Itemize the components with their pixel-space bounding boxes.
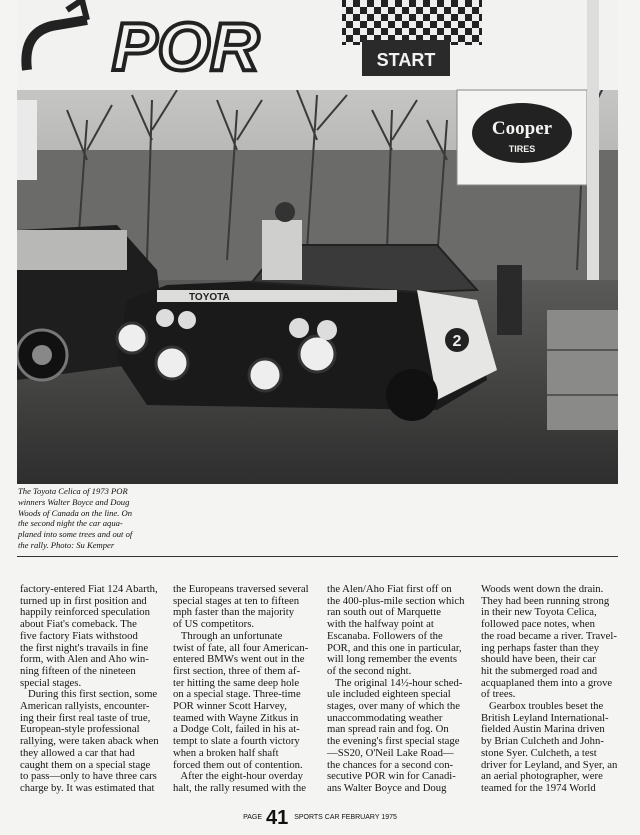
article-line: the Alen/Aho Fiat first off on: [327, 583, 452, 595]
article-line: POR winner Scott Harvey,: [173, 700, 287, 713]
article-line: During this first section, some: [20, 688, 158, 701]
caption-line: The Toyota Celica of 1973 POR: [18, 486, 128, 496]
rally-photo: [17, 0, 618, 484]
article-line: Woods went down the drain.: [481, 583, 604, 595]
article-column-1: [20, 584, 170, 795]
article-line: caught them on a special stage: [20, 758, 151, 771]
article-line: first section, three of them af-: [173, 664, 301, 677]
article-line: teamed for the 1974 World: [481, 781, 596, 794]
article-line: man spread rain and fog. On: [327, 723, 449, 736]
article-line: ran south out of Marquette: [327, 606, 441, 619]
article-line: The original 14½-hour sched-: [327, 676, 463, 689]
article-line: After the eight-hour overday: [173, 770, 303, 783]
article-line: will long remember the events: [327, 653, 457, 666]
article-line: to pass—only to have three cars: [20, 770, 157, 783]
sponsor-sign-subtitle: TIRES: [508, 144, 536, 154]
banner-text: POR: [112, 9, 260, 85]
caption-line: the second night the car aqua-: [18, 518, 123, 529]
article-line: the first night's travails in fine: [20, 641, 149, 654]
article-line: factory-entered Fiat 124 Abarth,: [20, 583, 158, 595]
article-column-2: [173, 584, 323, 795]
article-line: entered BMWs went out in the: [173, 653, 305, 666]
caption-line: planed into some trees and out of: [18, 529, 133, 540]
article-line: teamed with Wayne Zitkus in: [173, 711, 299, 724]
article-line: turned up in first position and: [20, 594, 147, 607]
article-line: by Brian Culcheth and John-: [481, 735, 604, 748]
article-line: about Fiat's comeback. The: [20, 618, 137, 631]
article-line: tempt to slate a fourth victory: [173, 735, 300, 748]
article-line: form, with Alen and Aho win-: [20, 653, 149, 666]
photo-illustration: [17, 0, 618, 484]
article-column-4: [481, 584, 626, 795]
photo-caption: [18, 486, 158, 551]
article-column-3: [327, 584, 477, 795]
article-line: mph faster than the majority: [173, 606, 295, 619]
page-footer: [0, 807, 640, 830]
article-line: when a broken half shaft: [173, 746, 279, 759]
article-line: ter hitting the same deep hole: [173, 676, 300, 689]
article-line: forced them out of contention.: [173, 758, 303, 771]
article-line: acquaplaned them into a grove: [481, 676, 613, 689]
article-line: ing perhaps faster than they: [481, 641, 600, 654]
article-line: an aerial photographer, were: [481, 770, 603, 783]
article-line: Gearbox troubles beset the: [481, 700, 604, 713]
article-line: charge by. It was estimated that: [20, 781, 155, 794]
article-line: should have been, their car: [481, 653, 596, 666]
article-line: British Leyland International-: [481, 711, 609, 724]
article-line: of US competitors.: [173, 618, 255, 631]
article-line: happily reinforced speculation: [20, 606, 150, 619]
article-line: with the halfway point at: [327, 618, 434, 631]
article-line: hit the submerged road and: [481, 664, 598, 677]
article-line: on a special stage. Three-time: [173, 688, 301, 701]
article-line: special stages.: [20, 676, 82, 689]
car-number-text: 2: [452, 333, 462, 350]
article-line: they allowed a car that had: [20, 746, 135, 759]
article-line: fielded Austin Marina driven: [481, 723, 605, 736]
article-line: the 400-plus-mile section which: [327, 594, 465, 607]
article-line: Through an unfortunate: [173, 629, 283, 642]
article-line: ning fifteen of the nineteen: [20, 664, 136, 677]
caption-line: winners Walter Boyce and Doug: [18, 496, 130, 507]
page-number: 41: [265, 807, 289, 829]
article-line: five factory Fiats withstood: [20, 629, 138, 642]
article-line: the Europeans traversed several: [173, 583, 309, 595]
article-line: a Dodge Colt, failed in his at-: [173, 723, 300, 736]
article-line: unaccommodating weather: [327, 711, 443, 724]
article-line: twist of fate, all four American-: [173, 641, 309, 654]
publication-info: SPORTS CAR FEBRUARY 1975: [294, 814, 397, 821]
page-label: PAGE: [243, 814, 263, 821]
sponsor-sign-name: Cooper: [491, 118, 553, 139]
article-line: special stages at ten to fifteen: [173, 594, 300, 607]
article-line: POR, and this one in particular,: [327, 641, 462, 654]
article-line: the chances for a second con-: [327, 758, 454, 771]
article-line: Escanaba. Followers of the: [327, 629, 443, 642]
article-line: of the second night.: [327, 664, 412, 677]
article-line: halt, the rally resumed with the: [173, 781, 306, 794]
article-line: the evening's first special stage: [327, 735, 460, 748]
article-line: the road became a river. Travel-: [481, 629, 617, 642]
article-line: of trees.: [481, 688, 516, 701]
article-line: stone Syer. Culcheth, a test: [481, 746, 597, 759]
car-brand-text: TOYOTA: [189, 292, 230, 303]
caption-line: the rally. Photo: Su Kemper: [18, 539, 115, 550]
article-line: rallying, were taken aback when: [20, 735, 159, 748]
section-divider: [17, 556, 618, 557]
article-line: European-style professional: [20, 723, 140, 736]
article-line: secutive POR win for Canadi-: [327, 770, 456, 783]
article-line: in their new Toyota Celica,: [481, 606, 597, 619]
article-line: They had been running strong: [481, 594, 610, 607]
article-line: driver for Leyland, and Syer, an: [481, 758, 618, 771]
article-line: followed pace notes, when: [481, 618, 595, 631]
article-line: American rallyists, encounter-: [20, 700, 150, 713]
article-line: ans Walter Boyce and Doug: [327, 781, 447, 794]
start-sign-text: START: [376, 50, 436, 70]
article-line: ule included eighteen special: [327, 688, 451, 701]
caption-line: Woods of Canada on the line. On: [18, 507, 133, 518]
article-line: stages, over many of which the: [327, 700, 460, 713]
article-line: ing their first real taste of true,: [20, 711, 151, 724]
article-line: —SS20, O'Neil Lake Road—: [327, 746, 454, 759]
